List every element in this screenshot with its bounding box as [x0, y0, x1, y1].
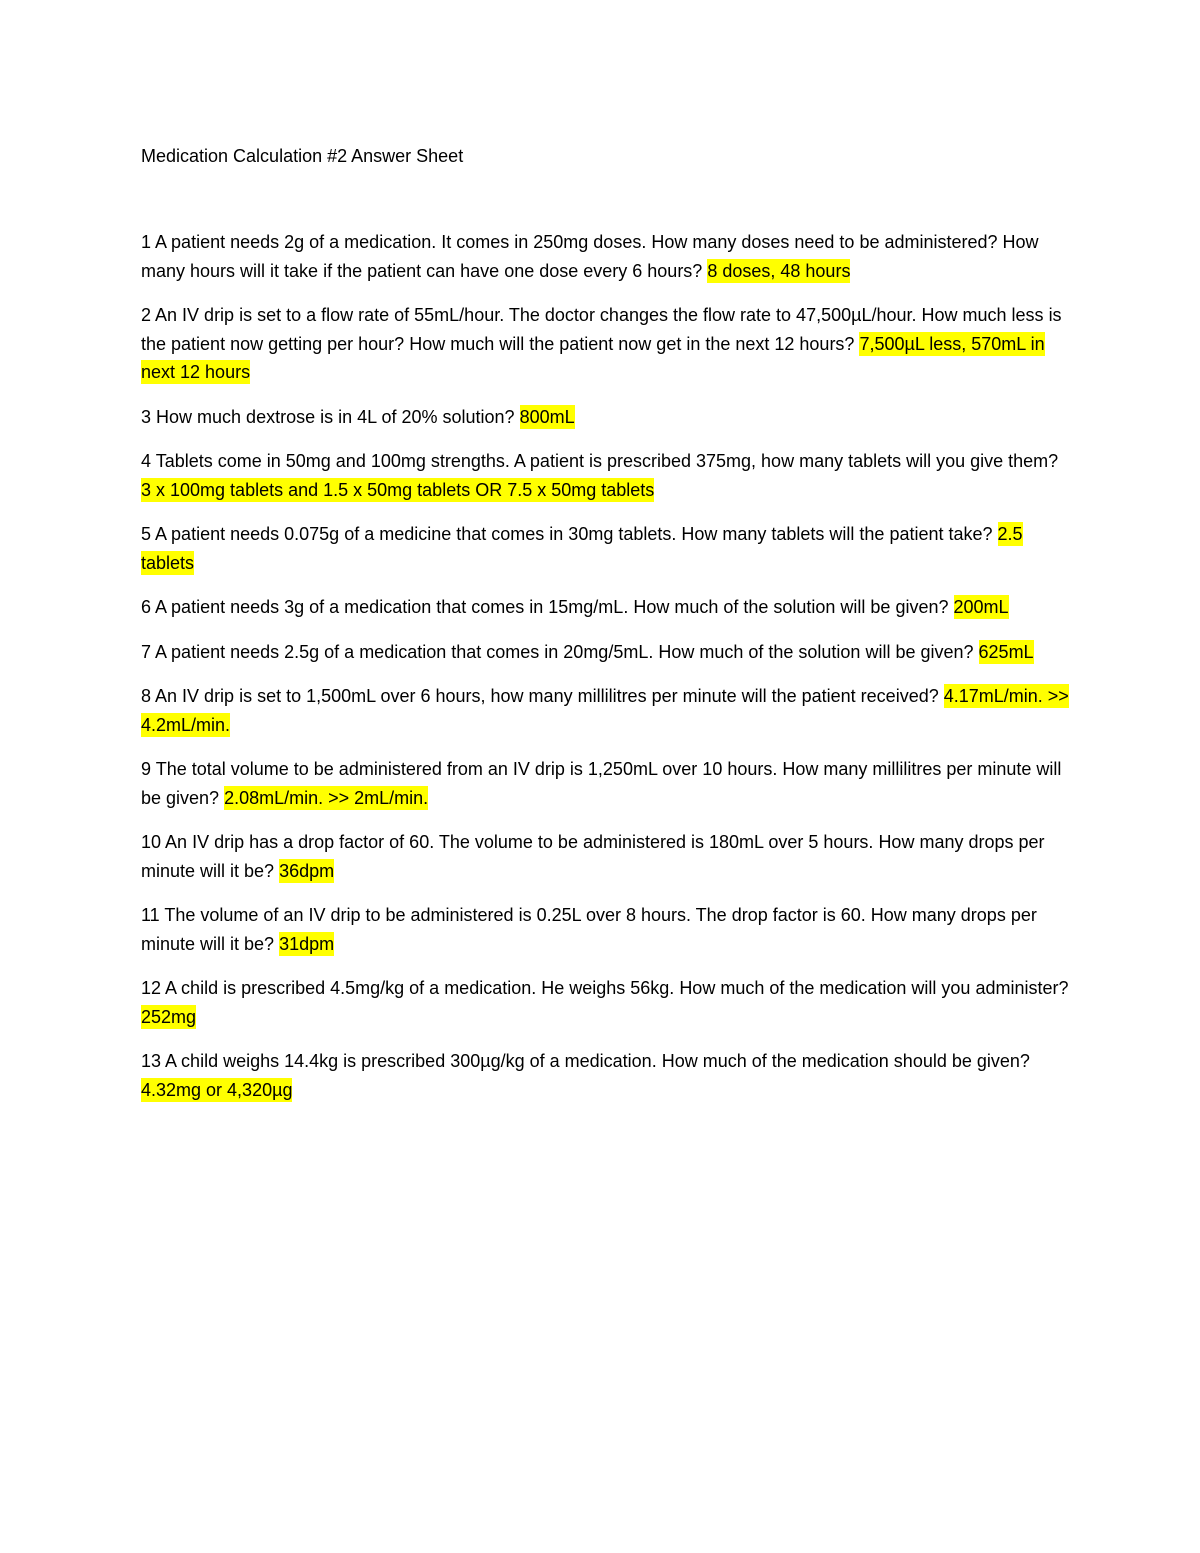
- question-item: [141, 1047, 1071, 1104]
- question-number: 7: [141, 641, 152, 662]
- question-item: [141, 447, 1071, 504]
- question-item: [141, 301, 1071, 387]
- question-number: 13: [141, 1051, 162, 1071]
- question-text: A child weighs 14.4kg is prescribed 300µg/kg of a medication. How much of the medication should be given?: [165, 1051, 1030, 1071]
- highlighted-answer: 8 doses, 48 hours: [707, 260, 851, 281]
- question-text: An IV drip is set to 1,500mL over 6 hours, how many millilitres per minute will the patient received?: [155, 686, 939, 706]
- question-item: [141, 974, 1071, 1031]
- highlighted-answer: 800mL: [519, 406, 575, 427]
- question-item: [141, 828, 1071, 885]
- question-text: How much dextrose is in 4L of 20% solution?: [156, 406, 515, 427]
- document-content: [141, 142, 1071, 1120]
- question-text: Tablets come in 50mg and 100mg strengths. A patient is prescribed 375mg, how many tablets will you give them?: [155, 451, 1059, 471]
- question-item: [141, 520, 1071, 577]
- question-text: A patient needs 3g of a medication that comes in 15mg/mL. How much of the solution will be given?: [155, 597, 949, 617]
- question-number: 2: [141, 305, 152, 325]
- question-item: [141, 403, 1071, 432]
- question-number: 4: [141, 451, 152, 471]
- highlighted-answer: 625mL: [978, 641, 1034, 662]
- question-item: [141, 901, 1071, 958]
- question-number: 3: [141, 406, 152, 427]
- question-number: 8: [141, 686, 152, 706]
- question-item: [141, 638, 1071, 667]
- question-number: 5: [141, 524, 152, 544]
- highlighted-answer: 4.17mL/min. >> 4.2mL/min.: [141, 686, 1069, 735]
- question-list: [141, 228, 1071, 1104]
- question-text: An IV drip is set to a flow rate of 55mL/hour. The doctor changes the flow rate to 47,500µL/hour. How much less is the patient now getting per hour? How much will the patient now get in the next 12 hours?: [141, 305, 1062, 354]
- question-text: The volume of an IV drip to be administered is 0.25L over 8 hours. The drop factor is 60. How many drops per minute will it be?: [141, 905, 1037, 954]
- question-item: [141, 755, 1071, 812]
- highlighted-answer: 2.08mL/min. >> 2mL/min.: [224, 787, 429, 808]
- question-text: A patient needs 0.075g of a medicine that comes in 30mg tablets. How many tablets will the patient take?: [155, 524, 993, 544]
- question-text: A patient needs 2g of a medication. It comes in 250mg doses. How many doses need to be administered? How many hours will it take if the patient can have one dose every 6 hours?: [141, 232, 1039, 281]
- highlighted-answer: 252mg: [141, 1006, 197, 1027]
- highlighted-answer: 200mL: [953, 597, 1009, 617]
- question-item: [141, 682, 1071, 739]
- highlighted-answer: 2.5 tablets: [141, 524, 1023, 573]
- question-number: 1: [141, 232, 152, 252]
- question-item: [141, 228, 1071, 285]
- highlighted-answer: 3 x 100mg tablets and 1.5 x 50mg tablets OR 7.5 x 50mg tablets: [141, 479, 655, 500]
- question-number: 12: [141, 978, 162, 998]
- question-number: 10: [141, 832, 162, 852]
- question-number: 9: [141, 759, 152, 779]
- question-number: 11: [141, 905, 160, 925]
- highlighted-answer: 4.32mg or 4,320µg: [141, 1079, 293, 1100]
- question-text: An IV drip has a drop factor of 60. The volume to be administered is 180mL over 5 hours. How many drops per minute will it be?: [141, 832, 1045, 881]
- question-text: A patient needs 2.5g of a medication that comes in 20mg/5mL. How much of the solution will be given?: [155, 641, 974, 662]
- document-title: Medication Calculation #2 Answer Sheet: [141, 146, 464, 166]
- highlighted-answer: 36dpm: [279, 860, 335, 881]
- question-number: 6: [141, 597, 152, 617]
- question-text: The total volume to be administered from an IV drip is 1,250mL over 10 hours. How many millilitres per minute will be given?: [141, 759, 1062, 808]
- highlighted-answer: 31dpm: [279, 933, 335, 954]
- question-item: [141, 593, 1071, 622]
- highlighted-answer: 7,500µL less, 570mL in next 12 hours: [141, 333, 1045, 382]
- question-text: A child is prescribed 4.5mg/kg of a medication. He weighs 56kg. How much of the medication will you administer?: [165, 978, 1069, 998]
